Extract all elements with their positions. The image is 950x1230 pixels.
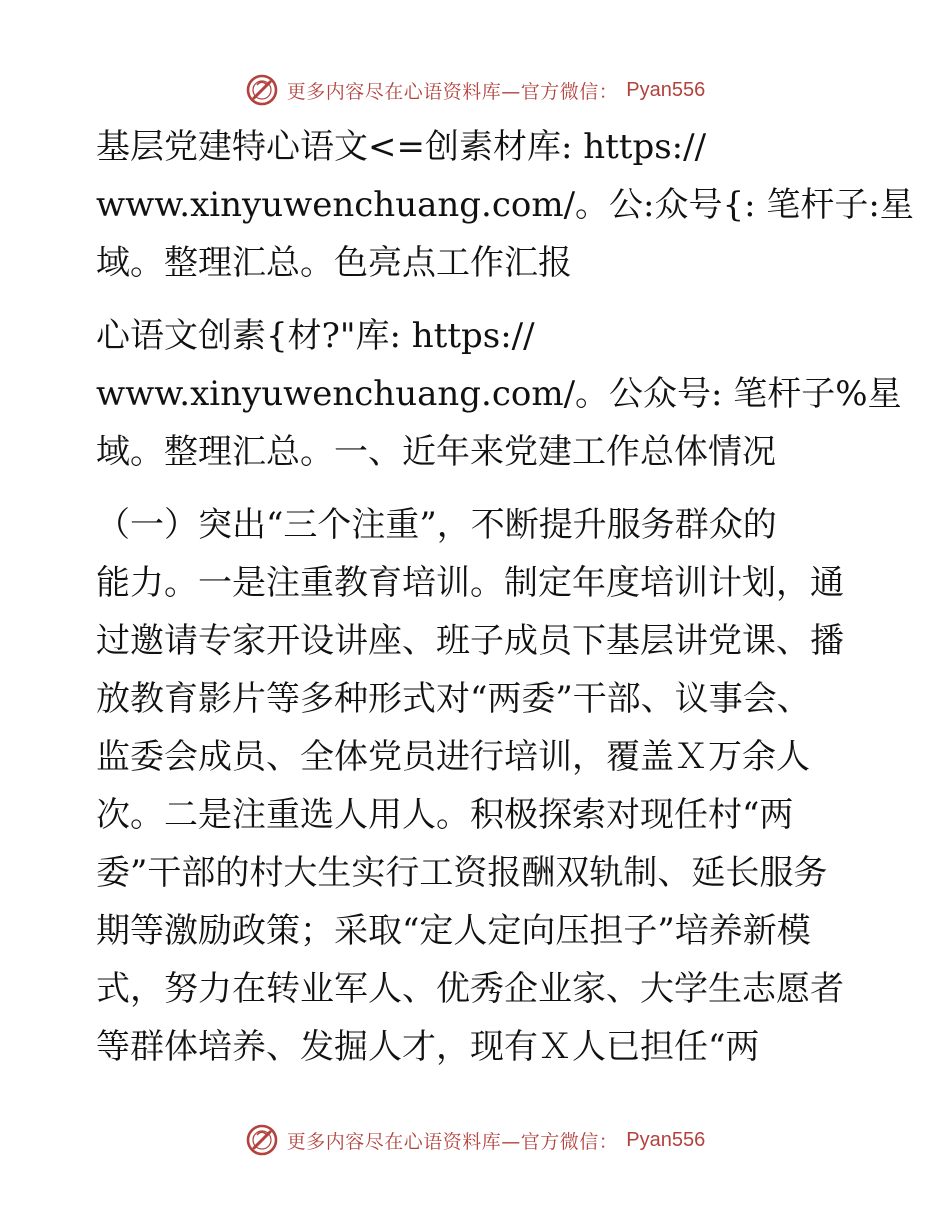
- paragraph-2: [96, 307, 902, 481]
- text-line: 监委会成员、全体党员进行培训，覆盖Ｘ万余人: [96, 737, 810, 777]
- footer-banner-text: 更多内容尽在心语资料库—官方微信：: [286, 1130, 619, 1153]
- text-line: 放教育影片等多种形式对“两委”干部、议事会、: [96, 679, 811, 719]
- footer-banner-handle: Pyan556: [626, 1128, 706, 1151]
- text-line: 域。整理汇总。色亮点工作汇报: [96, 243, 572, 283]
- text-line: 心语文创素{材?"库: https://: [96, 316, 535, 356]
- paragraph-1: [96, 118, 914, 292]
- red-seal-logo-icon: [245, 1123, 279, 1157]
- red-seal-logo-icon: [245, 73, 279, 107]
- header-banner-handle: Pyan556: [626, 78, 706, 101]
- text-line: 能力。一是注重教育培训。制定年度培训计划，通: [96, 563, 844, 603]
- text-line: 域。整理汇总。一、近年来党建工作总体情况: [96, 432, 776, 472]
- text-line: www.xinyuwenchuang.com/。公:众号{: 笔杆子:星: [96, 185, 914, 225]
- text-line: 期等激励政策；采取“定人定向压担子”培养新模: [96, 911, 811, 951]
- text-line: www.xinyuwenchuang.com/。公众号: 笔杆子%星: [96, 374, 902, 414]
- text-line: 过邀请专家开设讲座、班子成员下基层讲党课、播: [96, 621, 844, 661]
- header-banner-text: 更多内容尽在心语资料库—官方微信：: [286, 80, 619, 103]
- footer-banner: [0, 1120, 950, 1160]
- text-line: 基层党建特心语文<=创素材库: https://: [96, 127, 707, 167]
- text-line: 等群体培养、发掘人才，现有Ｘ人已担任“两: [96, 1027, 760, 1067]
- document-body: [96, 118, 914, 1091]
- paragraph-3: [96, 496, 856, 1076]
- text-line: （一）突出“三个注重”，不断提升服务群众的: [96, 505, 777, 545]
- text-line: 式，努力在转业军人、优秀企业家、大学生志愿者: [96, 969, 844, 1009]
- header-banner: [0, 70, 950, 110]
- text-line: 委”干部的村大生实行工资报酬双轨制、延长服务: [96, 853, 828, 893]
- text-line: 次。二是注重选人用人。积极探索对现任村“两: [96, 795, 794, 835]
